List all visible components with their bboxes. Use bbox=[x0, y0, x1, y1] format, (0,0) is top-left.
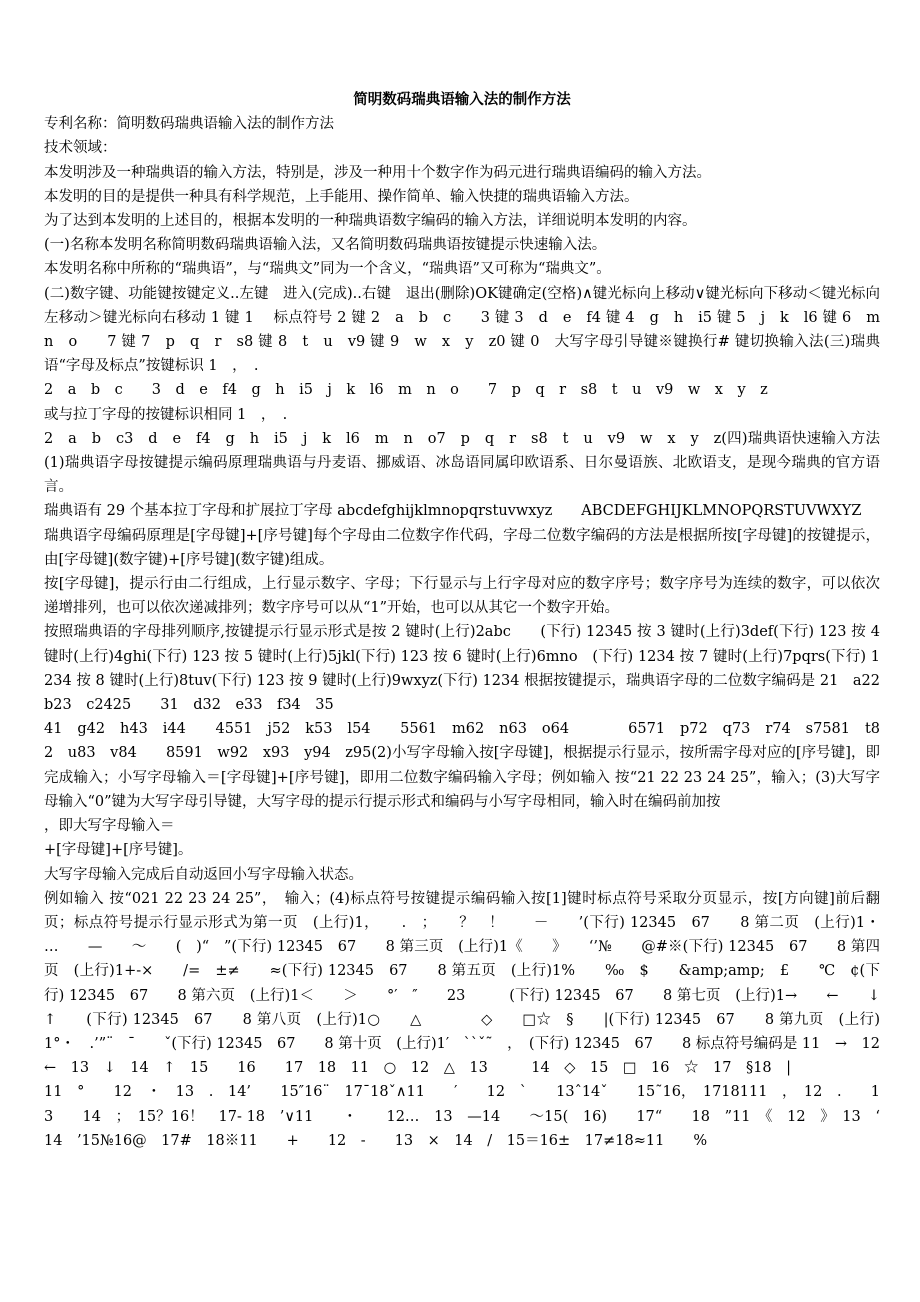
document-title: 简明数码瑞典语输入法的制作方法 bbox=[353, 91, 571, 108]
paragraph: 本发明的目的是提供一种具有科学规范，上手能用、操作简单、输入快捷的瑞典语输入方法。 bbox=[44, 188, 639, 205]
paragraph: 技术领域： bbox=[44, 140, 117, 157]
paragraph: 本发明涉及一种瑞典语的输入方法，特别是，涉及一种用十个数字作为码元进行瑞典语编码的输入方法。 bbox=[44, 164, 711, 181]
paragraph: 例如输入 按“021 22 23 24 25”， 输入；(4)标点符号按键提示编码输入按[1]键时标点符号采取分页显示，按[方向键]前后翻页；标点符号提示行显示形式为第一页 (上行)1， . ； ？ ！ － ’(下行) 12345 67 8 第二页 (上行)1・ … — ～ ( )“ ”(下行) 12345 67 8 第三页 (上行)1《 》 ‘’№ @#※(下行) 12345 67 8 第四页 (上行)1+-× /= ±≠ ≈(下行) 12345 67 8 第五页 (上行)1% ‰ $ &amp;amp; £ ℃ ¢(下行) 12345 67 8 第六页 (上行)1＜ ＞ °′ ″ 23 (下行) 12345 67 8 第七页 (上行)1→ ← ↓ ↑ (下行) 12345 67 8 第八页 (上行)1○ △ ◇ □☆ § |(下行) 12345 67 8 第九页 (上行)1°・ .’”¨ ¯ ˇ(下行) 12345 67 8 第十页 (上行)1′ ``ˇ˜ ， (下行) 12345 67 8 标点符号编码是 11 → 12 ← 13 ↓ 14 ↑ 15 16 17 18 11 ○ 12 △ 13 14 ◇ 15 □ 16 ☆ 17 §18 | bbox=[44, 890, 909, 1077]
paragraph: 专利名称：简明数码瑞典语输入法的制作方法 bbox=[44, 116, 334, 133]
paragraph: 41 g42 h43 i44 4551 j52 k53 l54 5561 m62 n63 o64 6571 p72 q73 r74 s7581 t82 u83 v84 8591 w92 x93 y94 z95(2)小写字母输入按[字母键]，根据提示行显示，按所需字母对应的[序号键]，即完成输入；小写字母输入＝[字母键]+[序号键]，即用二位数字编码输入字母；例如输入 按“21 22 23 24 25”，输入；(3)大写字母输入“0”键为大写字母引导键，大写字母的提示行提示形式和编码与小写字母相同，输入时在编码前加按 bbox=[44, 721, 880, 810]
paragraph: 或与拉丁字母的按键标识相同 1 ， . bbox=[44, 406, 288, 423]
paragraph: ，即大写字母输入＝ bbox=[44, 818, 175, 835]
paragraph: 11 ° 12 ・ 13 . 14’ 15″16¨ 17¯18ˇ∧11 ′ 12 ` 13ˆ14ˇ 15˜16， 1718111 ， 12 . 13 14 ； 15？16！ 17- 18 ’∨11 ・ 12… 13 —14 ～15( 16) 17“ 18 ”11 《 12 》 13 ‘ 14 ’15№16@ 17# 18※11 + 12 - 13 × 14 / 15＝16± 17≠18≈11 % bbox=[44, 1084, 895, 1149]
document-page bbox=[44, 88, 909, 1153]
paragraph: 大写字母输入完成后自动返回小写字母输入状态。 bbox=[44, 866, 363, 883]
paragraph: 本发明名称中所称的“瑞典语”，与“瑞典文”同为一个含义，“瑞典语”又可称为“瑞典文”。 bbox=[44, 261, 611, 278]
paragraph: 为了达到本发明的上述目的，根据本发明的一种瑞典语数字编码的输入方法，详细说明本发明的内容。 bbox=[44, 213, 697, 230]
paragraph: 瑞典语有 29 个基本拉丁字母和扩展拉丁字母 abcdefghijklmnopqrstuvwxyz ABCDEFGHIJKLMNOPQRSTUVWXYZ bbox=[44, 503, 862, 520]
paragraph: 按[字母键]，提示行由二行组成，上行显示数字、字母；下行显示与上行字母对应的数字序号；数字序号为连续的数字，可以依次递增排列，也可以依次递减排列；数字序号可以从“1”开始，也可以从其它一个数字开始。 bbox=[44, 576, 880, 617]
document-body bbox=[44, 112, 909, 1153]
paragraph: +[字母键]+[序号键]。 bbox=[44, 842, 193, 859]
paragraph: (二)数字键、功能键按键定义..左键 进入(完成)..右键 退出(删除)OK键确定(空格)∧键光标向上移动∨键光标向下移动＜键光标向左移动＞键光标向右移动 1 键 1 标点符号 2 键 2 a b c 3 键 3 d e f4 键 4 g h i5 键 5 j k l6 键 6 m n o 7 键 7 p q r s8 键 8 t u v9 键 9 w x y z0 键 0 大写字母引导键※键换行# 键切换输入法(三)瑞典语“字母及标点”按键标识 1 ， . bbox=[44, 285, 895, 375]
paragraph: 按照瑞典语的字母排列顺序,按键提示行显示形式是按 2 键时(上行)2abc (下行) 12345 按 3 键时(上行)3def(下行) 123 按 4 键时(上行)4ghi(下行) 123 按 5 键时(上行)5jkl(下行) 123 按 6 键时(上行)6mno (下行) 1234 按 7 键时(上行)7pqrs(下行) 1234 按 8 键时(上行)8tuv(下行) 123 按 9 键时(上行)9wxyz(下行) 1234 根据按键提示，瑞典语字母的二位数字编码是 21 a22 b23 c2425 31 d32 e33 f34 35 bbox=[44, 624, 895, 714]
paragraph: 瑞典语字母编码原理是[字母键]+[序号键]每个字母由二位数字作代码，字母二位数字编码的方法是根据所按[字母键]的按键提示，由[字母键](数字键)+[序号键](数字键)组成。 bbox=[44, 527, 880, 568]
paragraph: (一)名称本发明名称简明数码瑞典语输入法，又名简明数码瑞典语按键提示快速输入法。 bbox=[44, 237, 607, 254]
paragraph: 2 a b c 3 d e f4 g h i5 j k l6 m n o 7 p q r s8 t u v9 w x y z bbox=[44, 382, 768, 399]
paragraph: 2 a b c3 d e f4 g h i5 j k l6 m n o7 p q r s8 t u v9 w x y z(四)瑞典语快速输入方法(1)瑞典语字母按键提示编码原理瑞典语与丹麦语、挪威语、冰岛语同属印欧语系、日尔曼语族、北欧语支，是现今瑞典的官方语言。 bbox=[44, 430, 880, 496]
